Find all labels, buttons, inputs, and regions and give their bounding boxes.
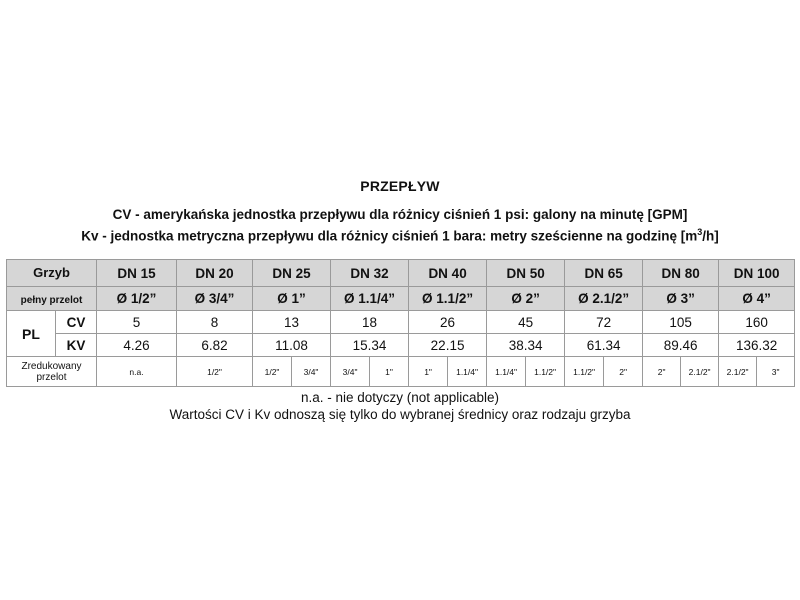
page-title: PRZEPŁYW [360, 178, 440, 194]
kv-value: 6.82 [177, 334, 253, 357]
reduced-value: 2" [643, 357, 681, 387]
footnote-not-applicable: n.a. - nie dotyczy (not applicable) [300, 390, 500, 405]
cv-value: 26 [409, 311, 487, 334]
grzyb-label: Grzyb [33, 265, 70, 280]
diameter-cell: Ø 2.1/2” [565, 287, 643, 311]
diameter-cell: Ø 1” [253, 287, 331, 311]
dn-header-cell: DN 40 [409, 260, 487, 287]
diameter-cell: Ø 1.1/2” [409, 287, 487, 311]
reduced-value: 2.1/2" [719, 357, 757, 387]
cv-value: 105 [643, 311, 719, 334]
flow-table [6, 259, 795, 387]
kv-description-superscript: 3 [697, 227, 703, 237]
przelot-label: przelot [36, 371, 67, 383]
diameter-cell: Ø 1.1/4” [331, 287, 409, 311]
reduced-row [7, 357, 795, 387]
pelny-przelot-cell [7, 287, 97, 311]
cv-value: 160 [719, 311, 795, 334]
reduced-label-cell [7, 357, 97, 387]
kv-description [0, 224, 800, 245]
kv-description-main: Kv - jednostka metryczna przepływu dla różnicy ciśnień 1 bara: metry sześcienne na godzinę [m [81, 228, 698, 244]
reduced-value: n.a. [97, 357, 177, 387]
reduced-value: 1.1/4" [487, 357, 526, 387]
dn-header-cell: DN 100 [719, 260, 795, 287]
cv-description: CV - amerykańska jednostka przepływu dla różnicy ciśnień 1 psi: galony na minutę [GPM] [112, 207, 688, 222]
kv-description-end: /h] [702, 228, 719, 244]
kv-value: 61.34 [565, 334, 643, 357]
kv-value: 11.08 [253, 334, 331, 357]
zredukowany-label: Zredukowany [21, 360, 82, 372]
diameter-cell: Ø 1/2” [97, 287, 177, 311]
reduced-value: 1/2" [177, 357, 253, 387]
dn-header-cell: DN 80 [643, 260, 719, 287]
kv-value: 136.32 [719, 334, 795, 357]
cv-value: 18 [331, 311, 409, 334]
diameter-cell: Ø 3” [643, 287, 719, 311]
reduced-value: 3/4" [292, 357, 331, 387]
diameter-cell: Ø 2” [487, 287, 565, 311]
dn-header-row [7, 260, 795, 287]
kv-value: 89.46 [643, 334, 719, 357]
reduced-value: 1" [409, 357, 448, 387]
dn-header-cell: DN 15 [97, 260, 177, 287]
dn-header-cell: DN 20 [177, 260, 253, 287]
dn-header-cell: DN 25 [253, 260, 331, 287]
reduced-value: 3/4" [331, 357, 370, 387]
dn-header-cell: DN 32 [331, 260, 409, 287]
reduced-value: 1.1/2" [526, 357, 565, 387]
cv-value: 45 [487, 311, 565, 334]
reduced-value: 1.1/2" [565, 357, 604, 387]
footnote-values-note: Wartości CV i Kv odnoszą się tylko do wybranej średnicy oraz rodzaju grzyba [169, 407, 631, 422]
cv-value: 5 [97, 311, 177, 334]
kv-label: KV [56, 334, 97, 357]
reduced-value: 2" [604, 357, 643, 387]
kv-value: 22.15 [409, 334, 487, 357]
kv-value: 15.34 [331, 334, 409, 357]
cv-label: CV [56, 311, 97, 334]
kv-value: 38.34 [487, 334, 565, 357]
diameter-cell: Ø 3/4” [177, 287, 253, 311]
cv-value: 13 [253, 311, 331, 334]
diameter-cell: Ø 4” [719, 287, 795, 311]
kv-value: 4.26 [97, 334, 177, 357]
reduced-value: 1" [370, 357, 409, 387]
dn-header-cell: DN 50 [487, 260, 565, 287]
reduced-value: 1.1/4" [448, 357, 487, 387]
cv-value: 8 [177, 311, 253, 334]
pl-label: PL [7, 311, 56, 357]
diameter-header-row [7, 287, 795, 311]
cv-row [7, 311, 795, 334]
reduced-value: 2.1/2" [681, 357, 719, 387]
grzyb-header-cell [7, 260, 97, 287]
pelny-przelot-label: pełny przelot [20, 294, 83, 306]
reduced-value: 3" [757, 357, 795, 387]
cv-value: 72 [565, 311, 643, 334]
kv-row [7, 334, 795, 357]
reduced-value: 1/2" [253, 357, 292, 387]
dn-header-cell: DN 65 [565, 260, 643, 287]
